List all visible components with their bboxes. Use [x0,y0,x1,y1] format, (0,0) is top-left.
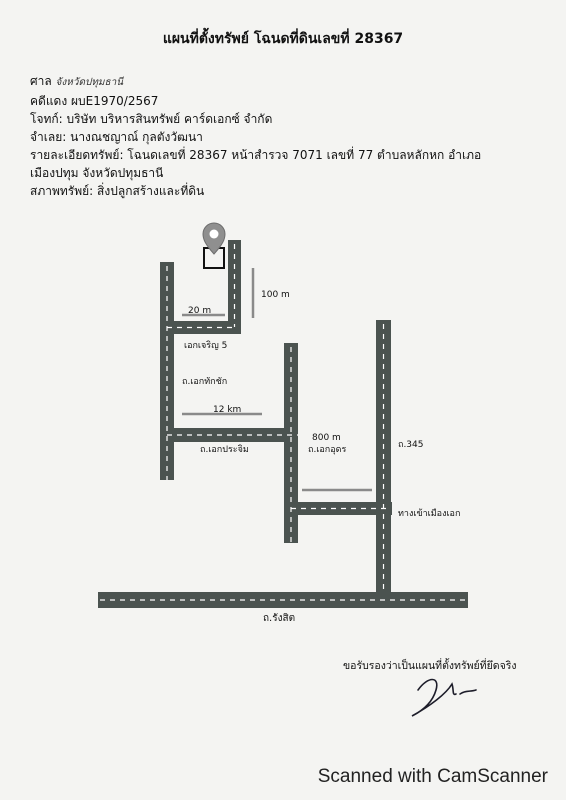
label-soi-charoen5: เอกเจริญ 5 [184,341,228,351]
label-road-345: ถ.345 [398,440,424,450]
defendant: จำเลย: นางณชญาณ์ กุลตังวัฒนา [30,130,203,144]
label-entrance-muang-ek: ทางเข้าเมืองเอก [398,509,461,519]
case-number: คดีแดง ผบE1970/2567 [30,94,159,108]
property-marker [203,223,225,268]
label-20m: 20 m [188,306,212,316]
scanner-footer: Scanned with CamScanner [317,766,548,787]
property-details-line2: เมืองปทุม จังหวัดปทุมธานี [30,166,164,180]
certification-text: ขอรับรองว่าเป็นแผนที่ตั้งทรัพย์ที่ยึดจริง [343,660,517,672]
map-labels [182,290,460,624]
label-100m: 100 m [261,290,290,300]
page-title: แผนที่ตั้งทรัพย์ โฉนดที่ดินเลขที่ 28367 [162,31,404,47]
label-road-rangsit: ถ.รังสิต [263,613,296,624]
court-value-handwritten: จังหวัดปทุมธานี [55,77,124,88]
label-800m: 800 m [312,433,341,443]
label-road-ekthakchak: ถ.เอกทักชัก [182,377,228,387]
property-type: สภาพทรัพย์: สิ่งปลูกสร้างและที่ดิน [30,184,205,198]
label-road-ekudon: ถ.เอกอุดร [308,445,347,455]
label-road-ekprachim: ถ.เอกประจิม [200,445,249,455]
property-details-line1: รายละเอียดทรัพย์: โฉนดเลขที่ 28367 หน้าสำรวจ 7071 เลขที่ 77 ตำบลหลักหก อำเภอ [30,148,482,162]
signature [412,680,476,717]
plaintiff: โจทก์: บริษัท บริหารสินทรัพย์ คาร์ดเอกซ์ จำกัด [30,112,273,126]
label-12km: 12 km [213,405,242,415]
court-label: ศาล [30,74,52,88]
